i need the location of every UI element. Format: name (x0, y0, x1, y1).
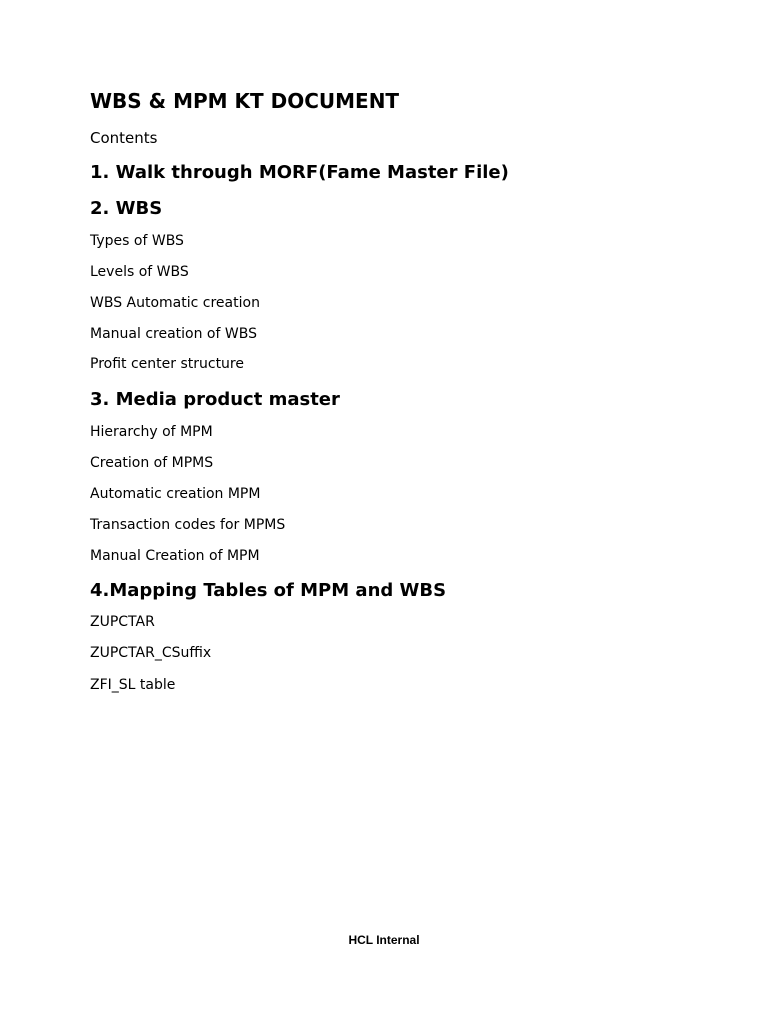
toc-item-profit-center-structure: Profit center structure (90, 356, 244, 372)
toc-item-manual-creation-of-mpm: Manual Creation of MPM (90, 548, 260, 564)
toc-item-creation-of-mpms: Creation of MPMS (90, 455, 214, 471)
section-heading-4: 4.Mapping Tables of MPM and WBS (90, 580, 447, 601)
footer-label: HCL Internal (348, 933, 420, 947)
toc-item-zfi-sl-table: ZFI_SL table (90, 677, 176, 693)
section-heading-1: 1. Walk through MORF(Fame Master File) (90, 162, 509, 183)
document-title: WBS & MPM KT DOCUMENT (90, 89, 400, 113)
toc-item-hierarchy-of-mpm: Hierarchy of MPM (90, 424, 213, 440)
section-heading-2: 2. WBS (90, 198, 163, 219)
toc-item-zupctar: ZUPCTAR (90, 614, 155, 630)
section-heading-3: 3. Media product master (90, 389, 340, 410)
toc-item-manual-creation-of-wbs: Manual creation of WBS (90, 326, 257, 342)
toc-item-automatic-creation-mpm: Automatic creation MPM (90, 486, 261, 502)
toc-item-transaction-codes-for-mpms: Transaction codes for MPMS (90, 517, 286, 533)
toc-item-zupctar-csuffix: ZUPCTAR_CSuffix (90, 645, 212, 661)
contents-label: Contents (90, 129, 158, 147)
toc-item-wbs-automatic-creation: WBS Automatic creation (90, 295, 260, 311)
toc-item-types-of-wbs: Types of WBS (90, 233, 184, 249)
toc-item-levels-of-wbs: Levels of WBS (90, 264, 189, 280)
